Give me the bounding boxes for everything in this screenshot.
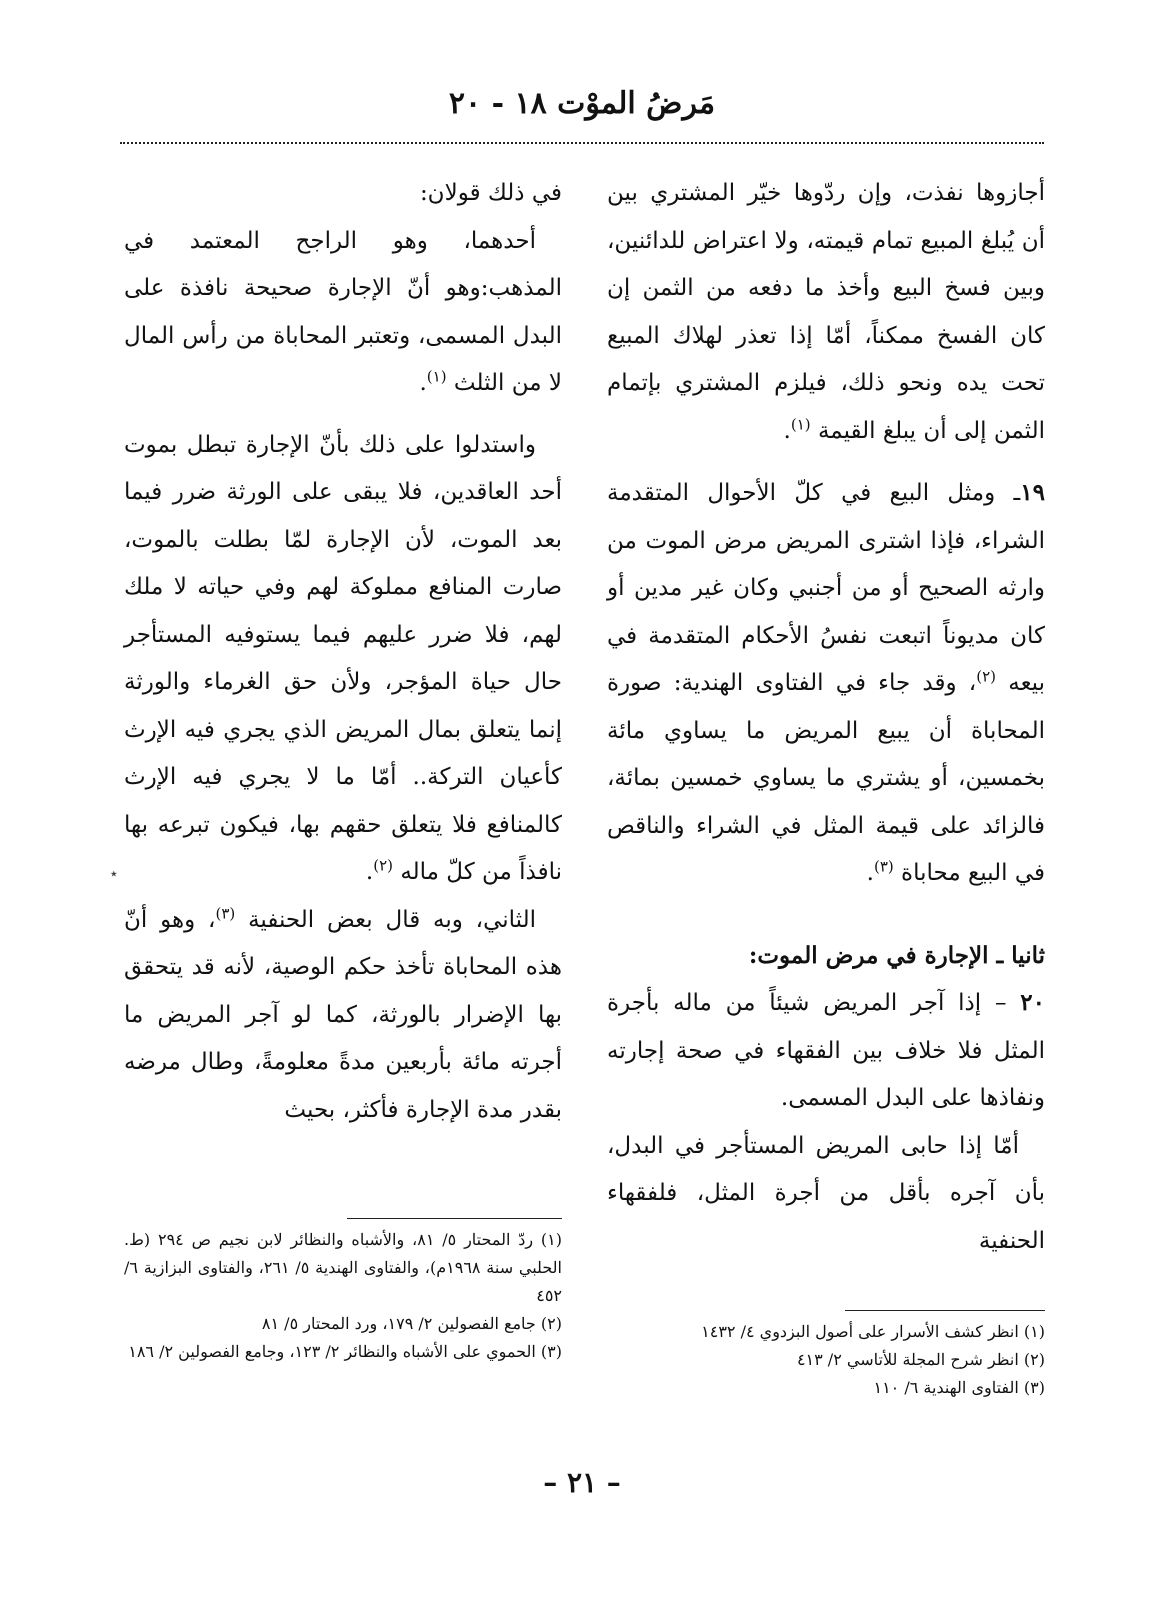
paragraph-number: ١٩ <box>1020 479 1045 506</box>
section-heading: ثانيا ـ الإجارة في مرض الموت: <box>748 941 1045 969</box>
page-number: – ٢١ – <box>543 1466 621 1499</box>
paragraph: الثاني، وبه قال بعض الحنفية $^{(٣)}$، وهو أنّ هذه المحاباة تأخذ حكم الوصية، لأنه قد يتحقق بها الإضرار بالورثة، كما لو آجر المريض ما أجرته مائة بأربعين مدةً معلومةً، وطال مرضه بقدر مدة الإجارة فأكثر، بحيث <box>124 903 562 1123</box>
paragraph-number: ٢٠ <box>1020 989 1046 1016</box>
footnote: (١) ردّ المحتار ٥/ ٨١، والأشباه والنظائر لابن نجيم ص ٢٩٤ (ط. الحلبي سنة ١٩٦٨م)، والفتاوى الهندية ٥/ ٢٦١، والفتاوى البزازية ٦/ ٤٥٢ <box>124 1230 563 1305</box>
footnote-ref[interactable]: (١) <box>790 414 811 433</box>
footnote: (٢) جامع الفصولين ٢/ ١٧٩، ورد المحتار ٥/ ٨١ <box>261 1314 562 1333</box>
paragraph: أحدهما، وهو الراجح المعتمد في المذهب:وهو أنّ الإجارة صحيحة نافذة على البدل المسمى، وتعتبر المحاباة من رأس المال لا من الثلث $^{(١)}$. <box>124 227 562 396</box>
right-column <box>607 170 1045 1265</box>
footnote-ref[interactable]: (٢) <box>373 856 394 875</box>
footnote: (٢) انظر شرح المجلة للأتاسي ٢/ ٤١٣ <box>796 1350 1045 1369</box>
footnotes-left <box>124 1226 562 1366</box>
footnote-divider <box>845 1310 1045 1311</box>
header-divider <box>120 142 1044 144</box>
footnote-divider <box>347 1218 562 1219</box>
footnote: (١) انظر كشف الأسرار على أصول البزدوي ٤/ ١٤٣٢ <box>701 1322 1045 1341</box>
margin-mark: ٭ <box>110 866 118 882</box>
footnote: (٣) الحموي على الأشباه والنظائر ٢/ ١٢٣، وجامع الفصولين ٢/ ١٨٦ <box>128 1342 562 1361</box>
paragraph: أجازوها نفذت، وإن ردّوها خيّر المشتري بين أن يُبلغ المبيع تمام قيمته، ولا اعتراض للدائنين، وبين فسخ البيع وأخذ ما دفعه من الثمن إن كان الفسخ ممكناً، أمّا إذا تعذر لهلاك المبيع تحت يده ونحو ذلك، فيلزم المشتري بإتمام الثمن إلى أن يبلغ القيمة $^{(١)}$. <box>607 180 1045 444</box>
footnote-ref[interactable]: (٢) <box>976 667 997 686</box>
footnote: (٣) الفتاوى الهندية ٦/ ١١٠ <box>873 1378 1045 1397</box>
paragraph: في ذلك قولان: <box>419 180 562 206</box>
footnote-ref[interactable]: (٣) <box>215 903 236 922</box>
paragraph-19: ١٩ـ ومثل البيع في كلّ الأحوال المتقدمة الشراء، فإذا اشترى المريض مرض الموت من وارثه الصحيح أو من أجنبي وكان غير مدين أو كان مديوناً اتبعت نفسُ الأحكام المتقدمة في بيعه $^{(٢)}$، وقد جاء في الفتاوى الهندية: صورة المحاباة أن يبيع المريض ما يساوي مائة بخمسين، أو يشتري ما يساوي خمسين بمائة، فالزائد على قيمة المثل في الشراء والناقص في البيع محاباة $^{(٣)}$. <box>607 479 1046 886</box>
footnote-ref[interactable]: (١) <box>426 367 447 386</box>
paragraph: أمّا إذا حابى المريض المستأجر في البدل، بأن آجره بأقل من أجرة المثل، فلفقهاء الحنفية <box>607 1132 1045 1254</box>
paragraph-20: ٢٠ – إذا آجر المريض شيئاً من ماله بأجرة المثل فلا خلاف بين الفقهاء في صحة إجارته ونفاذها على البدل المسمى. <box>607 989 1046 1111</box>
paragraph: واستدلوا على ذلك بأنّ الإجارة تبطل بموت أحد العاقدين، فلا يبقى على الورثة ضرر فيما بعد الموت، لأن الإجارة لمّا بطلت بالموت، صارت المنافع مملوكة لهم وفي حياته لا ملك لهم، فلا ضرر عليهم فيما يستوفيه المستأجر حال حياة المؤجر، ولأن حق الغرماء والورثة إنما يتعلق بمال المريض الذي يجري فيه الإرث كأعيان التركة.. أمّا ما لا يجري فيه الإرث كالمنافع فلا يتعلق حقهم بها، فيكون تبرعه بها نافذاً من كلّ ماله $^{(٢)}$. <box>124 431 562 885</box>
footnotes-right <box>607 1318 1045 1402</box>
running-header: مَرضُ الموْت ١٨ - ٢٠ <box>448 86 716 121</box>
footnote-ref[interactable]: (٣) <box>873 857 894 876</box>
left-column <box>124 170 562 1134</box>
